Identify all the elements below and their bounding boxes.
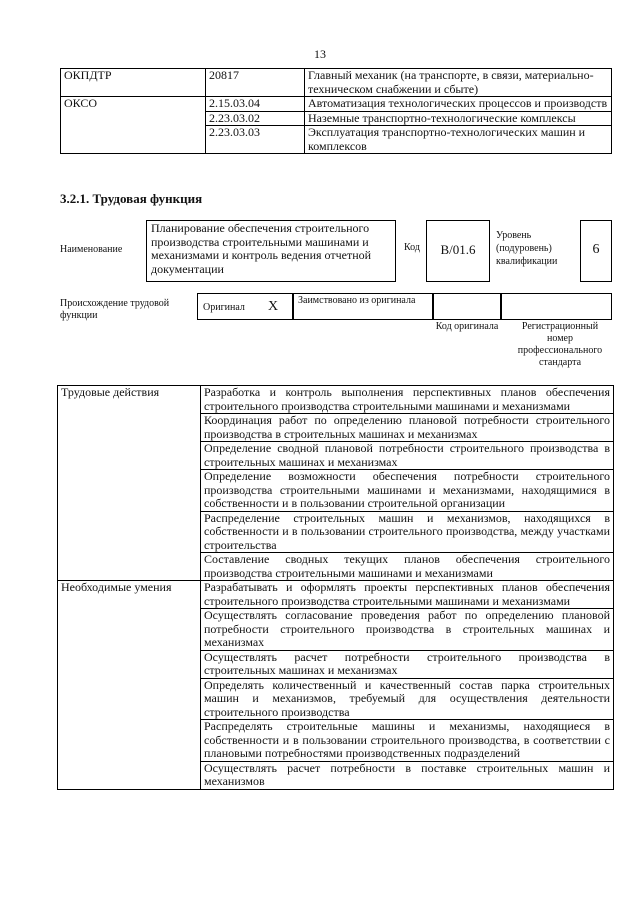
- code-type-cell: ОКСО: [61, 97, 206, 154]
- title-cell: Автоматизация технологических процессов и производств: [305, 97, 612, 112]
- table-cell: Координация работ по определению плановой потребности строительного производства в строительных машинах и механизмах: [201, 414, 614, 442]
- origin-label: Происхождение трудовой функции: [60, 298, 170, 321]
- table-cell: Осуществлять расчет потребности в поставке строительных машин и механизмов: [201, 761, 614, 789]
- table-row: [61, 69, 612, 97]
- table-cell: Распределение строительных машин и механизмов, находящихся в собственности и в пользовании строительного производства, между участками строительства: [201, 511, 614, 553]
- table-cell: Осуществлять расчет потребности строительного производства в строительных машинах и механизмах: [201, 650, 614, 678]
- code-type-cell: ОКПДТР: [61, 69, 206, 97]
- original-label: Оригинал: [203, 302, 245, 313]
- title-cell: Наземные транспортно-технологические комплексы: [305, 111, 612, 126]
- category-cell: Трудовые действия: [58, 386, 201, 581]
- code-original-label: Код оригинала: [435, 321, 499, 332]
- registration-number-cell: [501, 293, 612, 320]
- code-cell: 20817: [206, 69, 305, 97]
- table-cell: Распределять строительные машины и механизмы, находящиеся в собственности и в пользовании строительного производства, в соответствии с плановыми потребностями производственных подразделений: [201, 720, 614, 762]
- table-cell: Определение сводной плановой потребности строительного производства в строительных машинах и механизмах: [201, 442, 614, 470]
- table-row: [58, 581, 614, 609]
- origin-row: [197, 293, 612, 320]
- code-cell: 2.15.03.04: [206, 97, 305, 112]
- original-cell: [197, 293, 293, 320]
- level-label: Уровень (подуровень) квалификации: [496, 230, 558, 267]
- borrowed-label: Заимствовано из оригинала: [298, 295, 416, 306]
- registration-number-label: Регистрационный номер профессионального стандарта: [517, 321, 603, 368]
- original-mark: X: [268, 299, 279, 314]
- page-number: 13: [314, 47, 326, 61]
- borrowed-cell: [293, 293, 433, 320]
- name-label: Наименование: [60, 244, 123, 255]
- code-cell: 2.23.03.03: [206, 126, 305, 154]
- table-row: [58, 386, 614, 414]
- code-label: Код: [404, 242, 420, 253]
- code-original-cell: [433, 293, 501, 320]
- category-cell: Необходимые умения: [58, 581, 201, 790]
- section-heading: 3.2.1. Трудовая функция: [60, 191, 203, 206]
- title-cell: Эксплуатация транспортно-технологических машин и комплексов: [305, 126, 612, 154]
- table-cell: Определение возможности обеспечения потребности строительного производства строительными машинами и механизмами, находящимися в собственности и в пользовании строительной организации: [201, 470, 614, 512]
- table-cell: Составление сводных текущих планов обеспечения строительного производства строительными машинами и механизмами: [201, 553, 614, 581]
- title-cell: Главный механик (на транспорте, в связи, материально-техническом снабжении и сбыте): [305, 69, 612, 97]
- classification-table: [60, 68, 612, 154]
- code-cell: 2.23.03.02: [206, 111, 305, 126]
- function-code-box: В/01.6: [426, 220, 490, 282]
- table-row: [61, 97, 612, 112]
- level-box: 6: [580, 220, 612, 282]
- table-cell: Определять количественный и качественный состав парка строительных машин и механизмов, требуемый для осуществления деятельности строительного производства: [201, 678, 614, 720]
- table-cell: Разрабатывать и оформлять проекты перспективных планов обеспечения строительного производства строительными машинами и механизмами: [201, 581, 614, 609]
- main-table: [57, 385, 614, 790]
- table-cell: Осуществлять согласование проведения работ по определению плановой потребности строительного производства в строительных машинах и механизмах: [201, 609, 614, 651]
- function-name-box: Планирование обеспечения строительного производства строительными машинами и механизмами и контроль ведения отчетной документации: [146, 220, 396, 282]
- table-cell: Разработка и контроль выполнения перспективных планов обеспечения строительного производства строительными машинами и механизмами: [201, 386, 614, 414]
